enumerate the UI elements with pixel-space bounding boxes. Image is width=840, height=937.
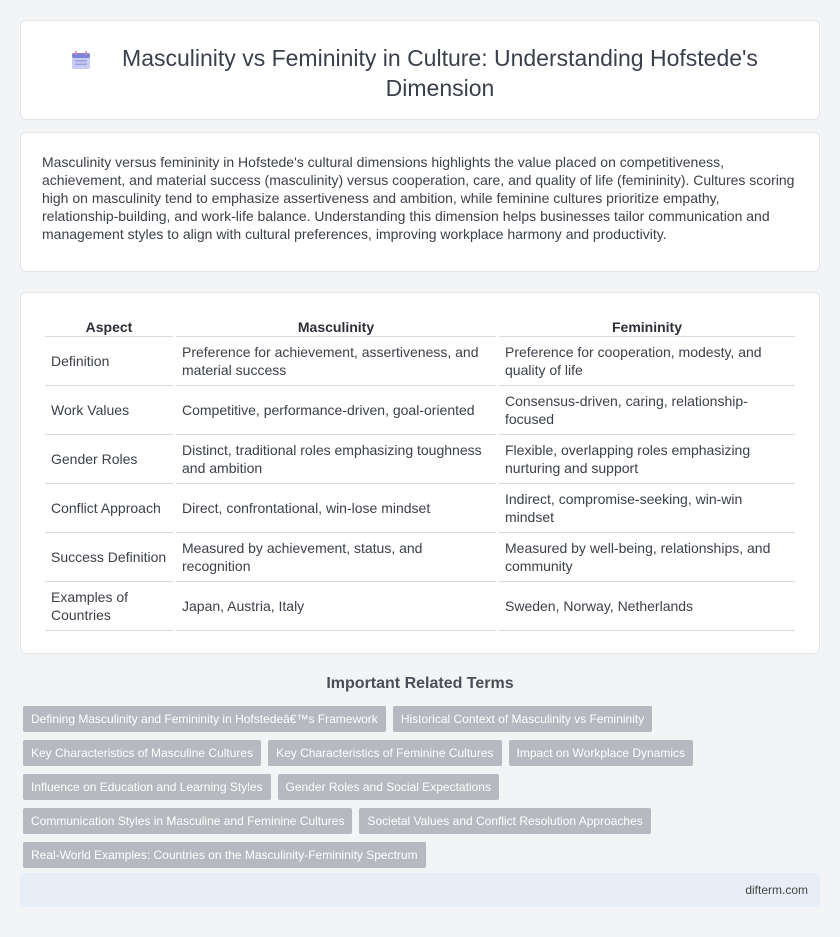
masculinity-cell: Competitive, performance-driven, goal-oriented [176,386,496,435]
comparison-table-card [20,292,820,654]
intro-card [20,132,820,272]
comparison-table [42,315,798,631]
related-term-link[interactable]: Historical Context of Masculinity vs Femininity [393,706,652,732]
femininity-cell: Sweden, Norway, Netherlands [499,582,795,631]
masculinity-cell: Japan, Austria, Italy [176,582,496,631]
intro-text: Masculinity versus femininity in Hofstede's cultural dimensions highlights the value placed on competitiveness, achievement, and material success (masculinity) versus cooperation, care, and quality of life (femininity). Cultures scoring high on masculinity tend to emphasize assertiveness and ambition, while feminine cultures prioritize empathy, relationship-building, and work-life balance. Understanding this dimension helps businesses tailor communication and management styles to align with cultural preferences, improving workplace harmony and productivity. [42,154,795,242]
related-term-link[interactable]: Gender Roles and Social Expectations [278,774,499,800]
table-row [45,582,795,631]
aspect-cell: Gender Roles [45,435,173,484]
related-term-link[interactable]: Impact on Workplace Dynamics [509,740,694,766]
aspect-cell: Examples of Countries [45,582,173,631]
related-term-link[interactable]: Key Characteristics of Feminine Cultures [268,740,501,766]
aspect-cell: Definition [45,337,173,386]
aspect-cell: Conflict Approach [45,484,173,533]
related-term-link[interactable]: Communication Styles in Masculine and Feminine Cultures [23,808,352,834]
femininity-cell: Consensus-driven, caring, relationship-focused [499,386,795,435]
femininity-cell: Preference for cooperation, modesty, and quality of life [499,337,795,386]
header-aspect: Aspect [45,315,173,337]
masculinity-cell: Direct, confrontational, win-lose mindset [176,484,496,533]
femininity-cell: Measured by well-being, relationships, and community [499,533,795,582]
header-femininity: Femininity [499,315,795,337]
header-masculinity: Masculinity [176,315,496,337]
header-card [20,20,820,120]
page-title: Masculinity vs Femininity in Culture: Understanding Hofstede's Dimension [122,45,758,101]
related-term-link[interactable]: Societal Values and Conflict Resolution Approaches [359,808,650,834]
aspect-cell: Success Definition [45,533,173,582]
table-row [45,386,795,435]
related-term-link[interactable]: Defining Masculinity and Femininity in Hofstedeâ€™s Framework [23,706,386,732]
aspect-cell: Work Values [45,386,173,435]
related-term-link[interactable]: Influence on Education and Learning Styles [23,774,271,800]
title-wrap [61,43,779,103]
table-header-row [45,315,795,337]
footer [20,873,820,907]
table-row [45,337,795,386]
table-row [45,533,795,582]
femininity-cell: Flexible, overlapping roles emphasizing nurturing and support [499,435,795,484]
table-row [45,435,795,484]
table-row [45,484,795,533]
related-terms-list [23,706,723,868]
related-terms-title: Important Related Terms [326,675,514,692]
masculinity-cell: Measured by achievement, status, and recognition [176,533,496,582]
femininity-cell: Indirect, compromise-seeking, win-win mindset [499,484,795,533]
masculinity-cell: Distinct, traditional roles emphasizing toughness and ambition [176,435,496,484]
masculinity-cell: Preference for achievement, assertiveness, and material success [176,337,496,386]
footer-site-name[interactable]: difterm.com [745,883,808,897]
related-term-link[interactable]: Real-World Examples: Countries on the Masculinity-Femininity Spectrum [23,842,426,868]
related-term-link[interactable]: Key Characteristics of Masculine Cultures [23,740,261,766]
